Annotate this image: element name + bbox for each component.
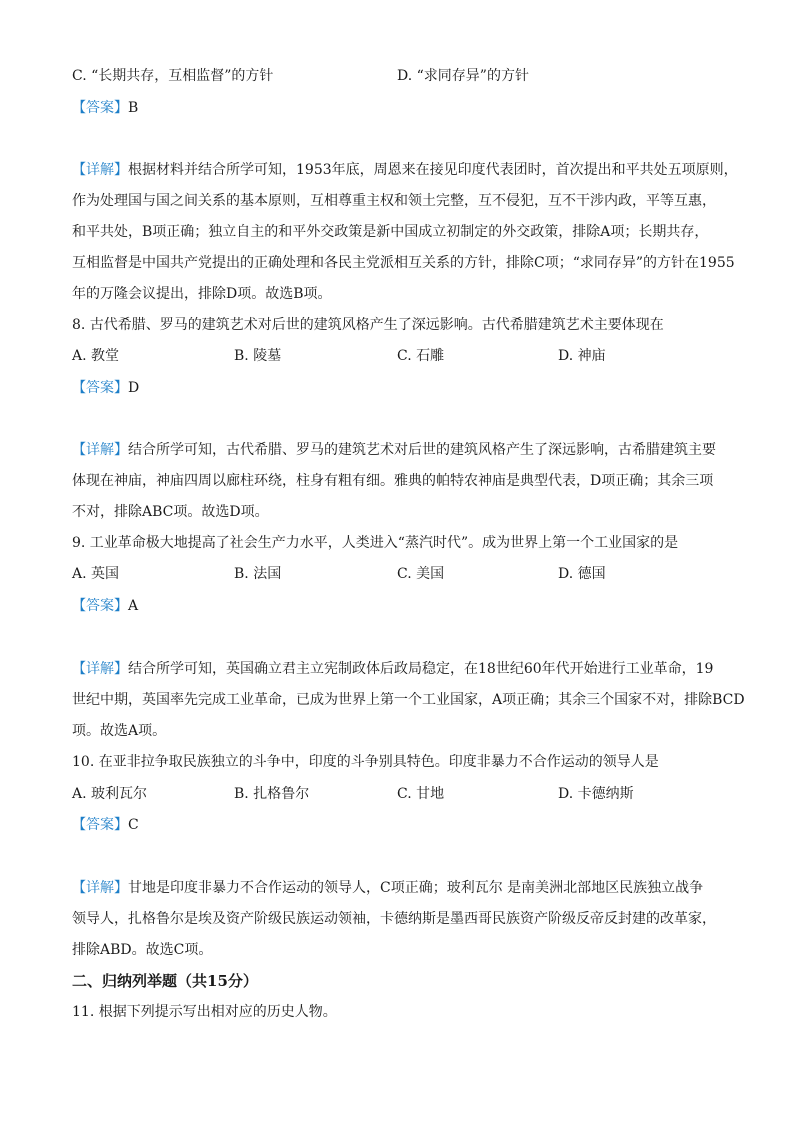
q8-option-a: A. 教堂 (72, 348, 120, 364)
answer-value: C (128, 817, 139, 833)
q7-detail-line-3: 和平共处，B项正确；独立自主的和平外交政策是新中国成立初制定的外交政策，排除A项；长期共存， (72, 224, 709, 240)
q9-detail-line-2: 世纪中期，英国率先完成工业革命，已成为世界上第一个工业国家，A项正确；其余三个国家不对，排除BCD (72, 692, 745, 708)
q7-detail-line-5: 年的万隆会议提出，排除D项。故选B项。 (72, 286, 332, 302)
q10-answer (72, 815, 139, 835)
detail-text: 结合所学可知，古代希腊、罗马的建筑艺术对后世的建筑风格产生了深远影响，古希腊建筑主要 (128, 442, 716, 458)
q9-stem: 9. 工业革命极大地提高了社会生产力水平，人类进入“蒸汽时代”。成为世界上第一个工业国家的是 (72, 535, 679, 551)
q9-detail-line-3: 项。故选A项。 (72, 723, 167, 739)
answer-tag: 【答案】 (72, 598, 128, 614)
answer-tag: 【答案】 (72, 817, 128, 833)
q10-option-a: A. 玻利瓦尔 (72, 786, 148, 802)
q8-option-d: D. 神庙 (558, 348, 606, 364)
q8-stem: 8. 古代希腊、罗马的建筑艺术对后世的建筑风格产生了深远影响。古代希腊建筑艺术主要体现在 (72, 317, 664, 333)
q11-stem: 11. 根据下列提示写出相对应的历史人物。 (72, 1004, 337, 1020)
q10-option-d: D. 卡德纳斯 (558, 786, 634, 802)
detail-tag: 【详解】 (72, 661, 128, 677)
detail-tag: 【详解】 (72, 162, 128, 178)
q8-detail-line-3: 不对，排除ABC项。故选D项。 (72, 504, 269, 520)
q10-detail-line-3: 排除ABD。故选C项。 (72, 942, 213, 958)
q9-option-b: B. 法国 (234, 566, 282, 582)
detail-text: 甘地是印度非暴力不合作运动的领导人，C项正确；玻利瓦尔 是南美洲北部地区民族独立战争 (128, 880, 704, 896)
q8-answer (72, 378, 139, 398)
detail-text: 根据材料并结合所学可知，1953年底，周恩来在接见印度代表团时，首次提出和平共处五项原则， (128, 162, 738, 178)
answer-tag: 【答案】 (72, 380, 128, 396)
q10-option-b: B. 扎格鲁尔 (234, 786, 310, 802)
q9-answer (72, 596, 138, 616)
answer-value: D (128, 380, 140, 396)
q7-detail-line-4: 互相监督是中国共产党提出的正确处理和各民主党派相互关系的方针，排除C项；“求同存异”的方针在1955 (72, 255, 735, 271)
q7-option-c: C. “长期共存，互相监督”的方针 (72, 68, 274, 84)
q10-detail-line-1 (72, 878, 703, 898)
q7-option-d: D. “求同存异”的方针 (397, 68, 529, 84)
q9-option-c: C. 美国 (397, 566, 445, 582)
section-heading: 二、归纳列举题（共15分） (72, 972, 258, 990)
q9-option-a: A. 英国 (72, 566, 120, 582)
q7-answer (72, 98, 138, 118)
detail-tag: 【详解】 (72, 880, 128, 896)
q8-option-b: B. 陵墓 (234, 348, 282, 364)
answer-value: B (128, 100, 139, 116)
answer-value: A (128, 598, 139, 614)
q9-option-d: D. 德国 (558, 566, 606, 582)
q7-detail-line-2: 作为处理国与国之间关系的基本原则，互相尊重主权和领土完整，互不侵犯，互不干涉内政，平等互惠， (72, 193, 716, 209)
detail-tag: 【详解】 (72, 442, 128, 458)
q10-detail-line-2: 领导人，扎格鲁尔是埃及资产阶级民族运动领袖，卡德纳斯是墨西哥民族资产阶级反帝反封建的改革家， (72, 911, 716, 927)
q7-detail-line-1 (72, 160, 738, 180)
q9-detail-line-1 (72, 659, 713, 679)
q8-detail-line-2: 体现在神庙，神庙四周以廊柱环绕，柱身有粗有细。雅典的帕特农神庙是典型代表，D项正确；其余三项 (72, 473, 714, 489)
detail-text: 结合所学可知，英国确立君主立宪制政体后政局稳定，在18世纪60年代开始进行工业革命，19 (128, 661, 714, 677)
q10-option-c: C. 甘地 (397, 786, 445, 802)
q8-detail-line-1 (72, 440, 716, 460)
answer-tag: 【答案】 (72, 100, 128, 116)
q10-stem: 10. 在亚非拉争取民族独立的斗争中，印度的斗争别具特色。印度非暴力不合作运动的领导人是 (72, 754, 659, 770)
q8-option-c: C. 石雕 (397, 348, 445, 364)
